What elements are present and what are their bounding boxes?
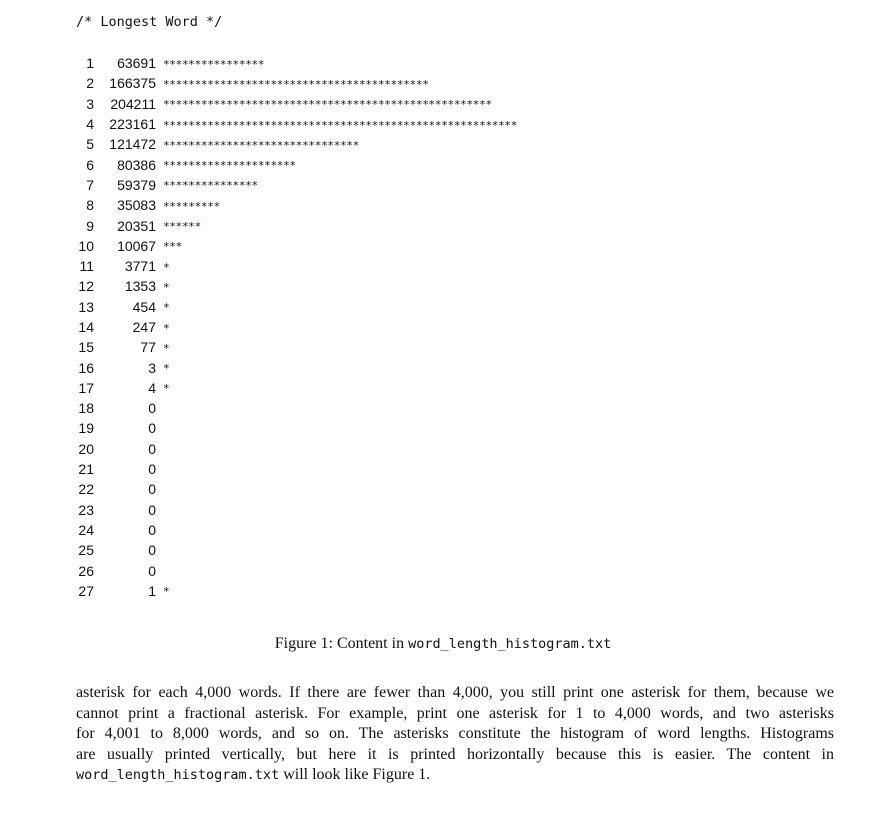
word-length: 8 [86, 197, 94, 214]
word-count: 0 [148, 400, 156, 417]
histogram-row [76, 479, 517, 499]
word-count: 0 [148, 420, 156, 437]
paragraph-last-text: will look like Figure 1. [279, 766, 431, 783]
word-length: 16 [78, 359, 94, 376]
histogram-row [76, 540, 517, 560]
word-length: 7 [86, 176, 94, 193]
paragraph-filename: word_length_histogram.txt [76, 767, 280, 783]
word-count: 0 [148, 521, 156, 538]
asterisk-bar: * [163, 382, 170, 396]
word-count: 0 [148, 461, 156, 478]
word-length: 11 [79, 258, 94, 275]
asterisk-bar: * [163, 341, 170, 355]
figure-caption [0, 633, 886, 655]
asterisk-bar: *************** [163, 179, 258, 193]
word-length: 22 [78, 481, 94, 498]
histogram-row [76, 439, 517, 459]
histogram-row [76, 256, 517, 276]
word-length: 25 [78, 542, 94, 559]
asterisk-bar: **************************************************** [163, 98, 492, 112]
histogram-row [76, 114, 517, 134]
histogram-row [76, 520, 517, 540]
word-length: 26 [78, 562, 94, 579]
histogram-row [76, 236, 517, 256]
histogram-row [76, 134, 517, 154]
caption-label: Figure 1: Content in [274, 635, 409, 652]
word-count: 0 [148, 440, 156, 457]
word-length: 6 [86, 156, 94, 173]
histogram-row [76, 560, 517, 580]
word-count: 247 [132, 319, 156, 335]
word-count: 0 [148, 501, 156, 518]
histogram-row [76, 317, 517, 337]
body-paragraph [76, 683, 834, 786]
word-count: 166375 [109, 75, 156, 92]
asterisk-bar: ********************* [163, 159, 296, 173]
paragraph-line: for 4,001 to 8,000 words, and so on. The asterisks constitute the histogram of word lengths. Histograms [76, 725, 834, 742]
word-count: 223161 [109, 116, 156, 133]
asterisk-bar: * [163, 260, 170, 274]
asterisk-bar: ******************************************************** [163, 118, 518, 132]
word-length: 23 [78, 501, 94, 518]
word-length: 13 [78, 298, 94, 315]
word-length: 2 [86, 75, 94, 92]
asterisk-bar: ****************************************** [163, 77, 429, 91]
histogram-row [76, 398, 517, 418]
word-count: 80386 [117, 156, 156, 173]
histogram-row [76, 500, 517, 520]
word-count: 121472 [109, 136, 156, 153]
histogram-row [76, 418, 517, 438]
caption-filename: word_length_histogram.txt [408, 636, 612, 652]
word-count: 59379 [117, 176, 156, 193]
histogram-row [76, 154, 517, 174]
word-count: 1 [148, 582, 156, 599]
word-count: 204211 [110, 95, 156, 112]
histogram-row [76, 378, 517, 398]
asterisk-bar: * [163, 301, 170, 315]
histogram-row [76, 195, 517, 215]
word-length: 5 [86, 136, 94, 153]
histogram-row [76, 276, 517, 296]
word-count: 4 [148, 379, 156, 396]
word-length: 3 [86, 95, 94, 112]
histogram-row [76, 94, 517, 114]
word-count: 0 [148, 542, 156, 559]
asterisk-bar: *** [163, 240, 182, 254]
word-count: 35083 [117, 197, 156, 214]
word-length: 20 [78, 440, 94, 457]
word-count: 63691 [117, 55, 156, 72]
histogram-row [76, 459, 517, 479]
paragraph-line: asterisk for each 4,000 words. If there are fewer than 4,000, you still print one asterisk for them, because we [76, 684, 834, 701]
word-count: 3 [148, 359, 156, 376]
word-length: 14 [78, 319, 94, 335]
asterisk-bar: * [163, 362, 170, 376]
asterisk-bar: * [163, 280, 170, 294]
word-length: 4 [86, 116, 94, 133]
asterisk-bar: ****** [163, 220, 201, 234]
asterisk-bar: ******************************* [163, 138, 359, 152]
word-length: 10 [78, 237, 94, 254]
histogram-row [76, 175, 517, 195]
word-length: 12 [78, 278, 94, 295]
histogram-row [76, 337, 517, 357]
asterisk-bar: * [163, 321, 170, 335]
word-length: 27 [78, 582, 94, 599]
asterisk-bar: ********* [163, 199, 220, 213]
asterisk-bar: **************** [163, 57, 265, 71]
histogram-listing [76, 53, 517, 601]
code-header: /* Longest Word */ [76, 14, 223, 30]
histogram-row [76, 215, 517, 235]
histogram-row [76, 581, 517, 601]
histogram-row [76, 53, 517, 73]
histogram-row [76, 73, 517, 93]
word-count: 3771 [124, 258, 156, 275]
histogram-row [76, 357, 517, 377]
paragraph-line: are usually printed vertically, but here it is printed horizontally because this is easier. The content in [76, 745, 834, 763]
word-length: 19 [78, 420, 94, 437]
word-length: 21 [78, 461, 94, 478]
word-count: 454 [132, 298, 156, 315]
word-count: 20351 [117, 217, 156, 234]
word-count: 0 [148, 481, 156, 498]
word-count: 77 [140, 339, 156, 356]
word-length: 17 [78, 379, 94, 396]
word-length: 24 [78, 521, 94, 538]
histogram-row [76, 297, 517, 317]
word-length: 9 [86, 217, 94, 234]
paragraph-last-line [76, 765, 834, 786]
word-length: 18 [78, 400, 94, 417]
word-length: 15 [78, 339, 94, 356]
paragraph-line: cannot print a fractional asterisk. For example, print one asterisk for 1 to 4,000 words, and two asterisks [76, 704, 834, 722]
asterisk-bar: * [163, 585, 170, 599]
word-count: 0 [148, 562, 156, 579]
word-count: 1353 [124, 278, 156, 295]
word-count: 10067 [117, 237, 156, 254]
word-length: 1 [86, 55, 94, 72]
